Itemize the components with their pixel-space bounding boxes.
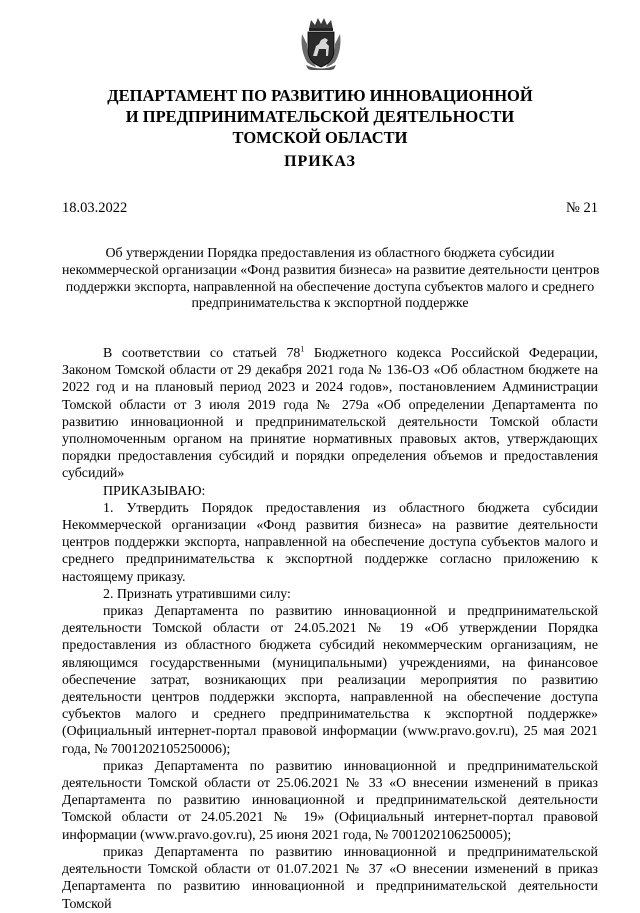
document-number: № 21 xyxy=(566,200,598,216)
repealed-order-2: приказ Департамента по развитию инновационной и предпринимательской деятельности Томской области от 25.06.2021 № 33 «О внесении изменений в приказ Департамента по развитию инновационной и предпринимательской деятельности Томской области от 24.05.2021 № 19» (Официальный интернет-портал правовой информации (www.pravo.gov.ru), 25 июня 2021 года, № 7001202106250005); xyxy=(62,758,598,843)
subject-line: предпринимательства к экспортной поддержке xyxy=(191,296,469,312)
subject-line: поддержки экспорта, направленной на обеспечение доступа субъектов малого и среднего xyxy=(65,279,595,295)
order-item-1: 1. Утвердить Порядок предоставления из областного бюджета субсидии Некоммерческой организации «Фонд развития бизнеса» на развитие деятельности центров поддержки экспорта, направленной на обеспечение доступа субъектов малого и среднего предпринимательства к экспортной поддержке согласно приложению к настоящему приказу. xyxy=(62,500,598,585)
preamble-paragraph xyxy=(62,345,598,483)
preamble-text-start: В соответствии со статьей 78 xyxy=(103,346,301,361)
subject-line: некоммерческой организации «Фонд развития бизнеса» на развитие деятельности центров xyxy=(62,262,600,278)
document-body xyxy=(62,345,598,913)
document-date: 18.03.2022 xyxy=(62,200,128,216)
subject-line: Об утверждении Порядка предоставления из областного бюджета субсидии xyxy=(105,246,555,261)
document-subject xyxy=(62,246,598,313)
department-title-line: ТОМСКОЙ ОБЛАСТИ xyxy=(232,128,408,147)
tomsk-region-coat-of-arms-icon xyxy=(299,16,343,70)
order-item-2: 2. Признать утратившими силу: xyxy=(103,586,291,602)
article-superscript: 1 xyxy=(300,344,305,354)
department-title xyxy=(80,85,560,148)
document-type-heading: ПРИКАЗ xyxy=(284,153,356,170)
repealed-order-1: приказ Департамента по развитию инновационной и предпринимательской деятельности Томской области от 24.05.2021 № 19 «Об утверждении Порядка предоставления из областного бюджета субсидий некоммерческим организациям, не являющимся государственными (муниципальными) учреждениями, на финансовое обеспечение затрат, возникающих при реализации мероприятия по развитию деятельности центров поддержки экспорта, направленной на обеспечение доступа субъектов малого и среднего предпринимательства к экспортной поддержке» (Официальный интернет-портал правовой информации (www.pravo.gov.ru), 25 мая 2021 года, № 7001202105250006); xyxy=(62,604,598,757)
department-title-line: И ПРЕДПРИНИМАТЕЛЬСКОЙ ДЕЯТЕЛЬНОСТИ xyxy=(125,107,515,126)
preamble-text-rest: Бюджетного кодекса Российской Федерации, Законом Томской области от 29 декабря 2021 года № 136-ОЗ «Об областном бюджете на 2022 год и на плановый период 2023 и 2024 годов», постановлением Администрации Томской области от 3 июля 2019 года № 279а «Об определении Департамента по развитию инновационной и предпринимательской деятельности Томской области уполномоченным органом на принятие нормативных правовых актов, утверждающих порядки предоставления субсидий и порядки определения объемов и предоставления субсидий» xyxy=(62,346,598,482)
order-word: ПРИКАЗЫВАЮ: xyxy=(103,483,206,499)
repealed-order-3: приказ Департамента по развитию инновационной и предпринимательской деятельности Томской области от 01.07.2021 № 37 «О внесении изменений в приказ Департамента по развитию инновационной и предпринимательской деятельности Томской xyxy=(62,844,598,912)
department-title-line: ДЕПАРТАМЕНТ ПО РАЗВИТИЮ ИННОВАЦИОННОЙ xyxy=(107,86,533,105)
